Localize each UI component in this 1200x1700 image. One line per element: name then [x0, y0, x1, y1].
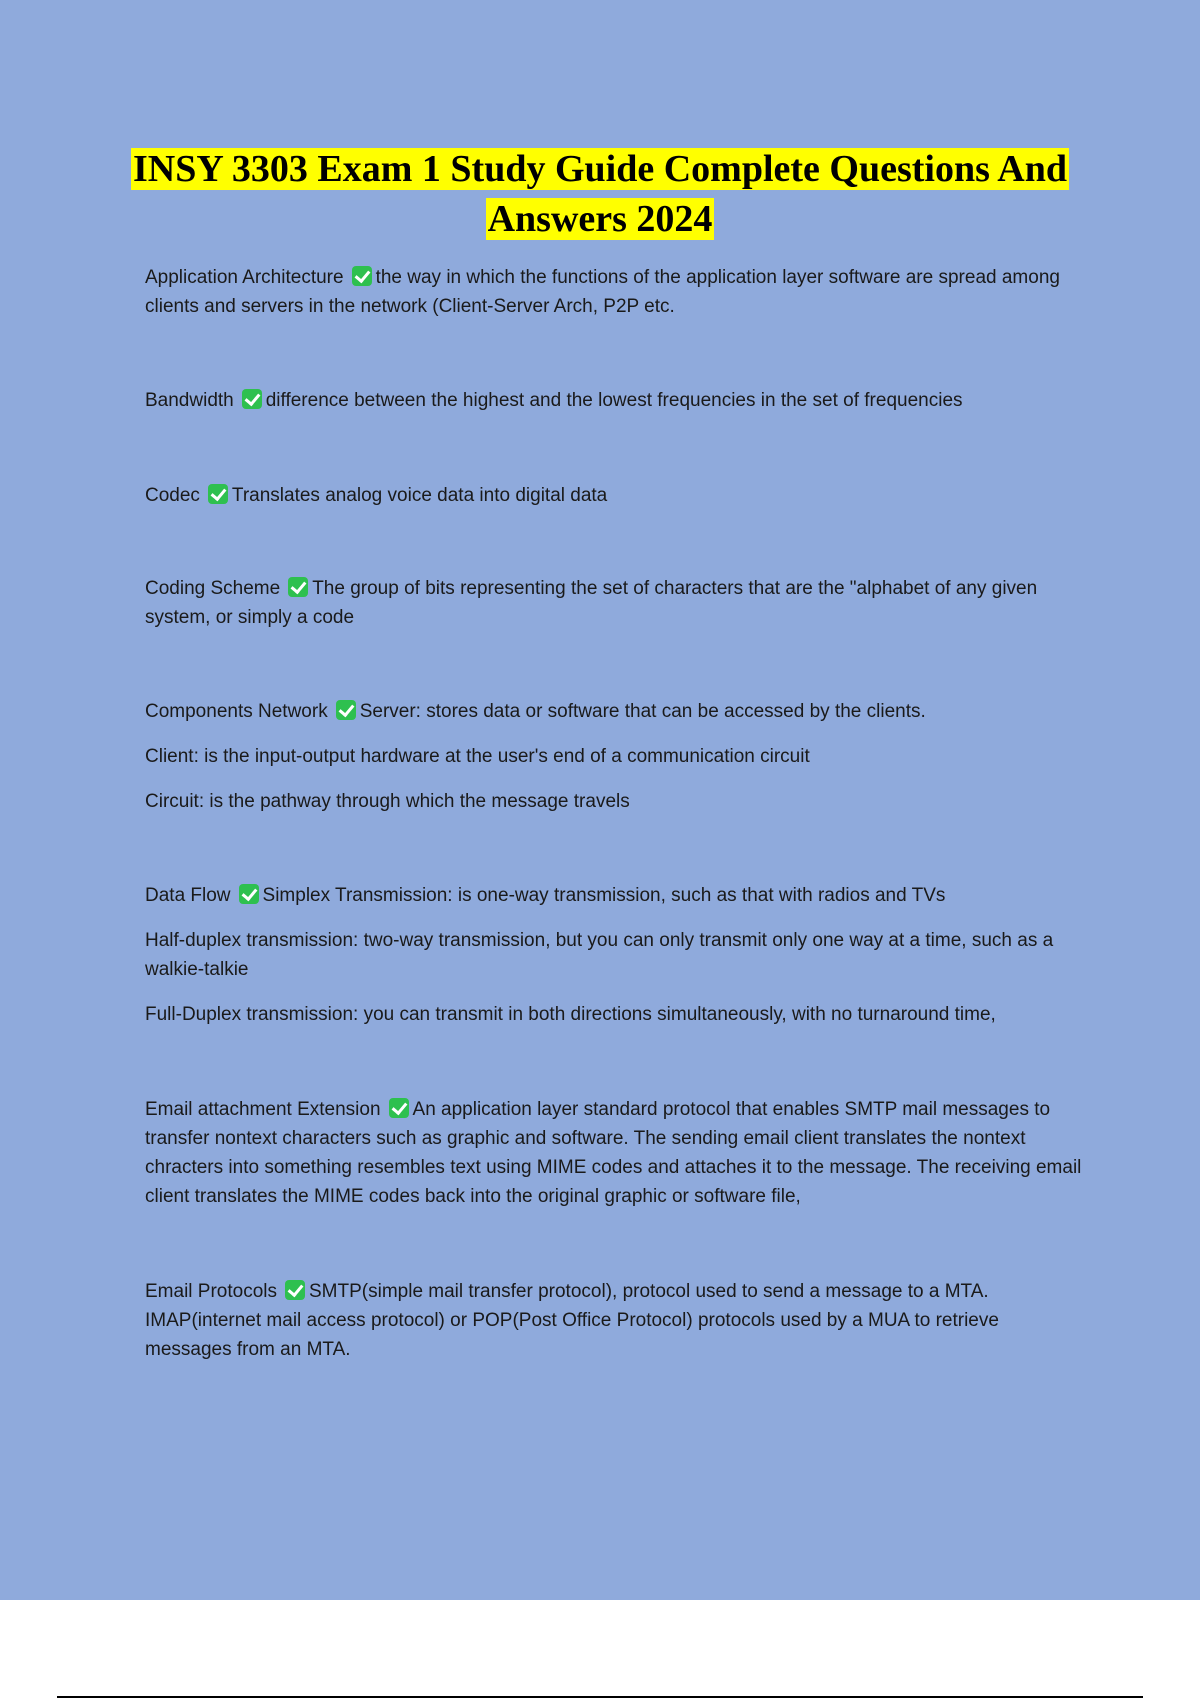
entry-application-architecture	[145, 263, 1085, 321]
entry-term: Application Architecture	[145, 267, 344, 288]
entry-definition: SMTP(simple mail transfer protocol), protocol used to send a message to a MTA. IMAP(internet mail access protocol) or POP(Post Office Protocol) protocols used by a MUA to retrieve messages from an MTA.	[145, 1281, 999, 1360]
entry-definition: Server: stores data or software that can be accessed by the clients.	[359, 701, 926, 722]
entry-data-flow	[145, 881, 1085, 1029]
document-title: INSY 3303 Exam 1 Study Guide Complete Questions And Answers 2024	[133, 148, 1067, 240]
check-icon	[336, 700, 356, 720]
entry-email-protocols	[145, 1277, 1085, 1364]
check-icon	[285, 1280, 305, 1300]
entry-term: Codec	[145, 485, 200, 506]
check-icon	[208, 484, 228, 504]
entry-components-network	[145, 697, 1085, 816]
entry-definition: Simplex Transmission: is one-way transmission, such as that with radios and TVs	[262, 885, 946, 906]
entry-codec	[145, 481, 1085, 510]
entry-term: Email attachment Extension	[145, 1099, 381, 1120]
entry-detail: Half-duplex transmission: two-way transmission, but you can only transmit only one way at a time, such as a walkie-talkie	[145, 930, 1054, 980]
entry-definition: The group of bits representing the set of characters that are the "alphabet of any given system, or simply a code	[145, 578, 1038, 628]
entry-detail: Circuit: is the pathway through which the message travels	[145, 791, 630, 812]
entry-term: Coding Scheme	[145, 578, 281, 599]
entry-term: Email Protocols	[145, 1281, 277, 1302]
footer-divider	[57, 1696, 1143, 1698]
entry-definition: An application layer standard protocol that enables SMTP mail messages to transfer nontext characters such as graphic and software. The sending email client translates the nontext chracters into something resembles text using MIME codes and attaches it to the message. The receiving email client translates the MIME codes back into the original graphic or software file,	[145, 1099, 1082, 1207]
check-icon	[288, 577, 308, 597]
check-icon	[389, 1098, 409, 1118]
entry-term: Components Network	[145, 701, 328, 722]
entry-definition: Translates analog voice data into digital data	[231, 485, 608, 506]
entry-email-attachment-extension	[145, 1095, 1085, 1211]
check-icon	[352, 266, 372, 286]
entry-detail: Full-Duplex transmission: you can transmit in both directions simultaneously, with no turnaround time,	[145, 1004, 996, 1025]
entry-term: Data Flow	[145, 885, 231, 906]
entry-coding-scheme	[145, 574, 1085, 632]
check-icon	[239, 884, 259, 904]
check-icon	[242, 389, 262, 409]
entry-term: Bandwidth	[145, 390, 234, 411]
entry-bandwidth	[145, 386, 1085, 415]
entry-definition: the way in which the functions of the application layer software are spread among clients and servers in the network (Client-Server Arch, P2P etc.	[145, 267, 1060, 317]
title-block	[100, 144, 1100, 244]
entry-definition: difference between the highest and the lowest frequencies in the set of frequencies	[265, 390, 963, 411]
entry-detail: Client: is the input-output hardware at the user's end of a communication circuit	[145, 746, 810, 767]
